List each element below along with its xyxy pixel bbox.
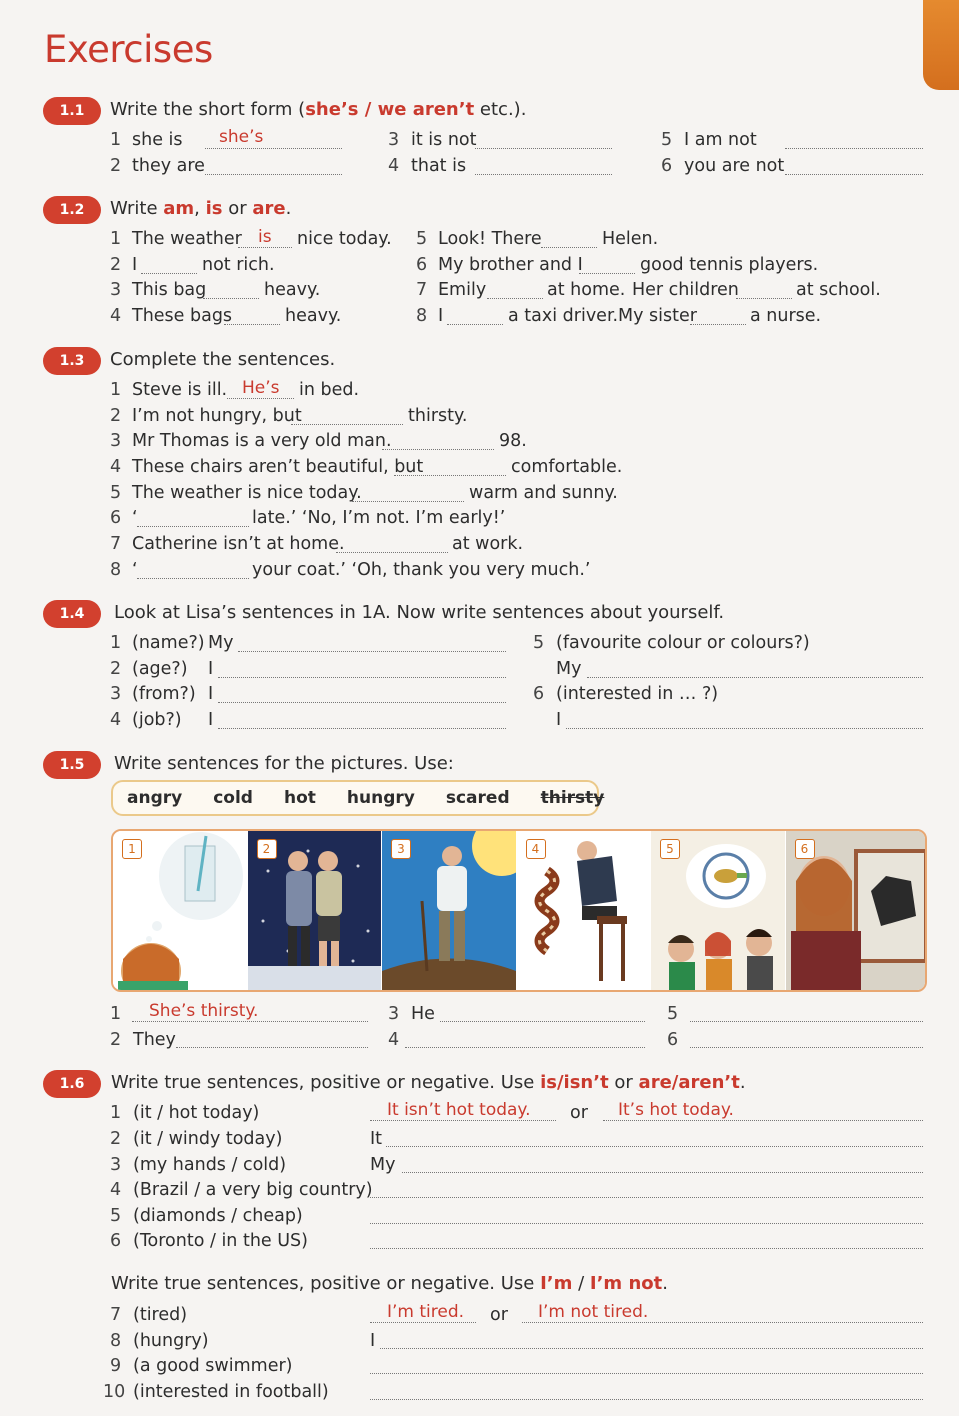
- item-prompt: that is: [411, 156, 467, 176]
- answer-line[interactable]: [176, 1047, 368, 1048]
- item-number: 2: [110, 659, 122, 679]
- item-number: 6: [533, 684, 545, 704]
- item-text: This bag: [132, 280, 207, 300]
- item-number: 7: [110, 534, 122, 554]
- exercise-1-6-instruction-2: Write true sentences, positive or negative. Use I’m / I’m not.: [111, 1273, 668, 1294]
- answer-line[interactable]: [736, 298, 792, 299]
- item-text: at school.: [796, 280, 881, 300]
- item-number: 4: [110, 1180, 122, 1200]
- item-prompt: it is not: [411, 130, 477, 150]
- item-text: warm and sunny.: [469, 483, 618, 503]
- answer-line[interactable]: [218, 702, 506, 703]
- picture-1: [113, 831, 248, 990]
- item-text: My brother and I: [438, 255, 583, 275]
- answer-line[interactable]: [370, 1399, 923, 1400]
- answer-line[interactable]: [370, 1120, 556, 1121]
- item-number: 3: [110, 280, 122, 300]
- item-question: (from?): [132, 684, 196, 704]
- item-number: 5: [110, 1206, 122, 1226]
- word-hungry: hungry: [346, 788, 415, 808]
- answer-line[interactable]: [405, 1047, 645, 1048]
- answer-line[interactable]: [566, 728, 923, 729]
- exercise-badge-1-4: 1.4: [43, 600, 101, 628]
- item-start: My: [556, 659, 582, 679]
- answer-line[interactable]: [382, 449, 494, 450]
- item-text: I: [438, 306, 444, 326]
- item-question: (age?): [132, 659, 188, 679]
- answer-line[interactable]: [370, 1322, 476, 1323]
- picture-number: 1: [122, 839, 142, 859]
- item-number: 2: [110, 406, 122, 426]
- answer-line[interactable]: [370, 1223, 923, 1224]
- item-text: heavy.: [285, 306, 342, 326]
- sample-answer: It isn’t hot today.: [387, 1100, 531, 1120]
- item-start: My: [208, 633, 234, 653]
- item-text: These bags: [132, 306, 233, 326]
- item-number: 4: [110, 710, 122, 730]
- answer-line[interactable]: [785, 148, 923, 149]
- item-number: 2: [110, 1129, 122, 1149]
- item-question: (Toronto / in the US): [133, 1231, 308, 1251]
- item-number: 7: [110, 1305, 122, 1325]
- answer-line[interactable]: [541, 247, 597, 248]
- item-start: I: [208, 659, 214, 679]
- answer-line[interactable]: [218, 728, 506, 729]
- item-text: comfortable.: [511, 457, 623, 477]
- item-question: (diamonds / cheap): [133, 1206, 303, 1226]
- sample-answer: I’m not tired.: [538, 1302, 649, 1322]
- item-number: 6: [110, 1231, 122, 1251]
- item-text: your coat.’ ‘Oh, thank you very much.’: [252, 560, 591, 580]
- item-number: 3: [110, 431, 122, 451]
- word-angry: angry: [127, 788, 183, 808]
- item-text: a nurse.: [750, 306, 822, 326]
- exercise-badge-1-5: 1.5: [43, 751, 101, 779]
- item-number: 8: [416, 306, 428, 326]
- item-number: 6: [416, 255, 428, 275]
- answer-line[interactable]: [386, 1146, 923, 1147]
- item-start: I: [208, 684, 214, 704]
- answer-line[interactable]: [690, 324, 746, 325]
- answer-line[interactable]: [690, 1021, 923, 1022]
- item-number: 7: [416, 280, 428, 300]
- item-number: 8: [110, 1331, 122, 1351]
- item-number: 5: [661, 130, 673, 150]
- item-start: My: [370, 1155, 396, 1175]
- picture-3: [382, 831, 517, 990]
- item-text: heavy.: [264, 280, 321, 300]
- exercise-1-3-instruction: Complete the sentences.: [110, 349, 336, 370]
- item-number: 3: [110, 1155, 122, 1175]
- item-number: 1: [110, 130, 122, 150]
- answer-line[interactable]: [137, 578, 249, 579]
- item-text: thirsty.: [408, 406, 468, 426]
- item-start: They: [133, 1030, 176, 1050]
- item-text: ‘: [132, 560, 138, 580]
- picture-number: 6: [795, 839, 815, 859]
- item-number: 5: [667, 1004, 679, 1024]
- answer-line[interactable]: [203, 298, 259, 299]
- item-number: 4: [388, 156, 400, 176]
- item-text: in bed.: [299, 380, 360, 400]
- item-text: The weather: [132, 229, 242, 249]
- item-number: 3: [388, 130, 400, 150]
- exercise-1-5-instruction: Write sentences for the pictures. Use:: [114, 753, 454, 774]
- answer-line[interactable]: [205, 148, 342, 149]
- picture-5: [651, 831, 786, 990]
- sample-answer: She’s thirsty.: [149, 1001, 259, 1021]
- item-text: My sister: [618, 306, 697, 326]
- item-text: Steve is ill.: [132, 380, 228, 400]
- sample-answer: It’s hot today.: [618, 1100, 734, 1120]
- item-text: I’m not hungry, but: [132, 406, 302, 426]
- item-number: 8: [110, 560, 122, 580]
- item-text: a taxi driver.: [508, 306, 619, 326]
- item-number: 9: [110, 1356, 122, 1376]
- exercise-1-4-instruction: Look at Lisa’s sentences in 1A. Now write sentences about yourself.: [114, 602, 725, 623]
- answer-line[interactable]: [238, 651, 506, 652]
- item-question: (Brazil / a very big country): [133, 1180, 373, 1200]
- item-question: (tired): [133, 1305, 188, 1325]
- picture-4: [517, 831, 652, 990]
- item-start: It: [370, 1129, 383, 1149]
- item-text: good tennis players.: [640, 255, 819, 275]
- item-number: 2: [110, 156, 122, 176]
- item-number: 5: [533, 633, 545, 653]
- item-text: 98.: [499, 431, 527, 451]
- picture-strip: [111, 829, 927, 992]
- page-title: Exercises: [44, 28, 213, 71]
- item-start: I: [370, 1331, 376, 1351]
- picture-number: 5: [660, 839, 680, 859]
- answer-line[interactable]: [487, 298, 543, 299]
- item-text: not rich.: [202, 255, 275, 275]
- answer-line[interactable]: [475, 148, 612, 149]
- picture-2: [248, 831, 383, 990]
- sample-answer: she’s: [219, 127, 264, 147]
- item-number: 1: [110, 229, 122, 249]
- answer-line[interactable]: [132, 1021, 368, 1022]
- item-prompt: you are not: [684, 156, 785, 176]
- picture-number: 2: [257, 839, 277, 859]
- item-text: Emily: [438, 280, 487, 300]
- item-question: (job?): [132, 710, 182, 730]
- picture-number: 4: [526, 839, 546, 859]
- answer-line[interactable]: [522, 1322, 923, 1323]
- word-hot: hot: [283, 788, 316, 808]
- answer-line[interactable]: [440, 1021, 645, 1022]
- sample-answer: He’s: [242, 378, 280, 398]
- item-number: 1: [110, 380, 122, 400]
- answer-line[interactable]: [205, 174, 342, 175]
- word-box: [111, 780, 605, 816]
- item-question: (it / hot today): [133, 1103, 260, 1123]
- exercise-1-6-instruction: Write true sentences, positive or negative. Use is/isn’t or are/aren’t.: [111, 1072, 746, 1093]
- item-text: at home.: [547, 280, 626, 300]
- answer-line[interactable]: [579, 273, 635, 274]
- item-number: 3: [388, 1004, 400, 1024]
- item-question: (a good swimmer): [133, 1356, 293, 1376]
- item-text: ‘: [132, 508, 138, 528]
- answer-line[interactable]: [218, 677, 506, 678]
- answer-line[interactable]: [370, 1373, 923, 1374]
- answer-line[interactable]: [336, 552, 448, 553]
- sample-answer: is: [258, 227, 272, 247]
- exercise-1-1-instruction: Write the short form (she’s / we aren’t etc.).: [110, 99, 527, 120]
- item-text: The weather is nice today.: [132, 483, 362, 503]
- item-number: 3: [110, 684, 122, 704]
- item-number: 2: [110, 1030, 122, 1050]
- item-number: 1: [110, 633, 122, 653]
- answer-line[interactable]: [402, 1172, 923, 1173]
- answer-line[interactable]: [785, 174, 923, 175]
- item-number: 4: [110, 306, 122, 326]
- item-text: Mr Thomas is a very old man.: [132, 431, 392, 451]
- answer-line[interactable]: [380, 1348, 923, 1349]
- exercise-badge-1-2: 1.2: [43, 196, 101, 224]
- item-start: I: [208, 710, 214, 730]
- item-text: late.’ ‘No, I’m not. I’m early!’: [252, 508, 506, 528]
- item-number: 4: [110, 457, 122, 477]
- item-number: 10: [103, 1382, 126, 1402]
- item-number: 5: [416, 229, 428, 249]
- item-text: at work.: [452, 534, 524, 554]
- item-number: 6: [667, 1030, 679, 1050]
- word-thirsty: thirsty: [540, 788, 605, 808]
- word-scared: scared: [445, 788, 510, 808]
- answer-line[interactable]: [238, 247, 292, 248]
- answer-line[interactable]: [291, 424, 403, 425]
- answer-line[interactable]: [587, 677, 923, 678]
- answer-line[interactable]: [370, 1248, 923, 1249]
- page-corner-tab: [923, 0, 959, 90]
- item-number: 6: [661, 156, 673, 176]
- answer-line[interactable]: [352, 501, 464, 502]
- answer-line[interactable]: [603, 1120, 923, 1121]
- item-question: (favourite colour or colours?): [556, 633, 810, 653]
- answer-line[interactable]: [370, 1197, 923, 1198]
- or-label: or: [570, 1103, 588, 1123]
- item-text: Her children: [632, 280, 739, 300]
- item-number: 6: [110, 508, 122, 528]
- item-number: 1: [110, 1004, 122, 1024]
- item-number: 5: [110, 483, 122, 503]
- answer-line[interactable]: [224, 324, 280, 325]
- item-number: 2: [110, 255, 122, 275]
- picture-number: 3: [391, 839, 411, 859]
- item-prompt: I am not: [684, 130, 757, 150]
- answer-line[interactable]: [141, 273, 197, 274]
- item-question: (my hands / cold): [133, 1155, 287, 1175]
- answer-line[interactable]: [227, 398, 294, 399]
- item-start: He: [411, 1004, 435, 1024]
- item-text: These chairs aren’t beautiful, but: [132, 457, 424, 477]
- item-number: 4: [388, 1030, 400, 1050]
- answer-line[interactable]: [137, 526, 249, 527]
- item-question: (interested in football): [133, 1382, 329, 1402]
- item-text: I: [132, 255, 138, 275]
- item-text: nice today.: [297, 229, 392, 249]
- exercise-1-2-instruction: Write am, is or are.: [110, 198, 292, 219]
- picture-6: [786, 831, 925, 990]
- item-start: I: [556, 710, 562, 730]
- exercise-badge-1-1: 1.1: [43, 97, 101, 125]
- item-text: Catherine isn’t at home.: [132, 534, 345, 554]
- item-text: Helen.: [602, 229, 659, 249]
- exercise-badge-1-3: 1.3: [43, 347, 101, 375]
- answer-line[interactable]: [394, 475, 506, 476]
- item-text: Look! There: [438, 229, 542, 249]
- answer-line[interactable]: [475, 174, 612, 175]
- exercise-badge-1-6: 1.6: [43, 1070, 101, 1098]
- item-prompt: she is: [132, 130, 183, 150]
- answer-line[interactable]: [447, 324, 503, 325]
- item-question: (interested in … ?): [556, 684, 719, 704]
- item-question: (it / windy today): [133, 1129, 283, 1149]
- word-cold: cold: [213, 788, 253, 808]
- item-number: 1: [110, 1103, 122, 1123]
- or-label: or: [490, 1305, 508, 1325]
- item-prompt: they are: [132, 156, 205, 176]
- answer-line[interactable]: [690, 1047, 923, 1048]
- sample-answer: I’m tired.: [387, 1302, 465, 1322]
- item-question: (hungry): [133, 1331, 209, 1351]
- item-question: (name?): [132, 633, 205, 653]
